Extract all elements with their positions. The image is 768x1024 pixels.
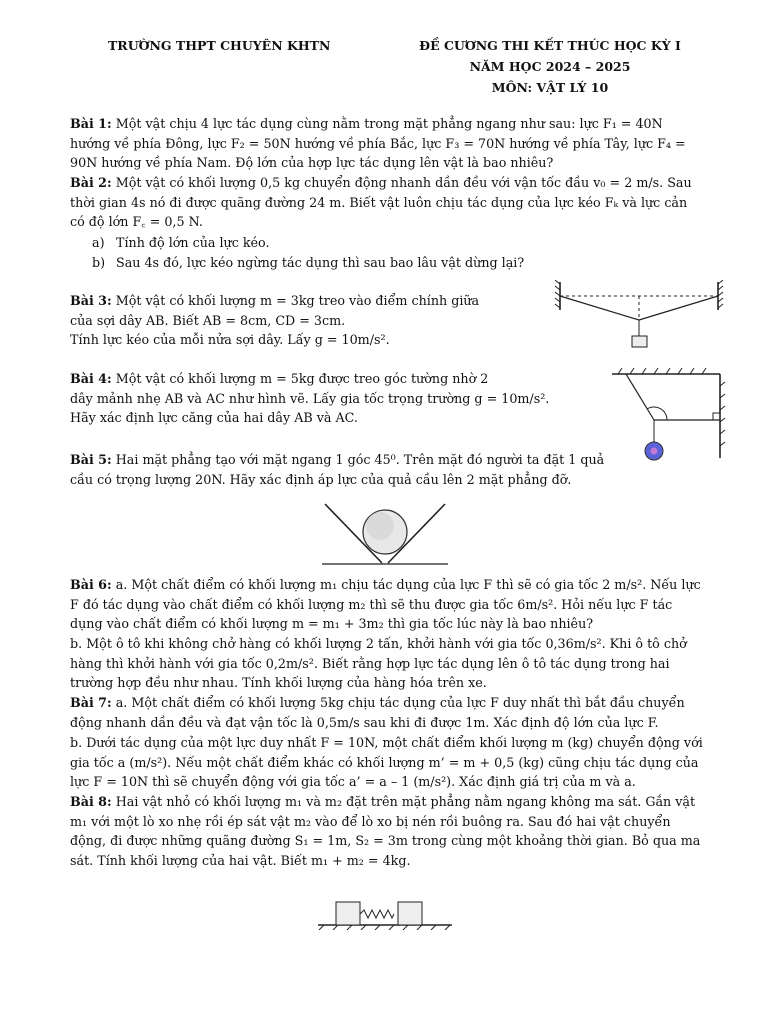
school-name: TRƯỜNG THPT CHUYÊN KHTN [108, 38, 331, 53]
problem-1-label: Bài 1: [70, 116, 112, 131]
problem-5-text-1: Hai mặt phẳng tạo với mặt ngang 1 góc 45⁰. Trên mặt đó người ta đặt 1 quả [111, 452, 605, 467]
problem-3-line-2: của sợi dây AB. Biết AB = 8cm, CD = 3cm. [70, 312, 346, 328]
problem-5-label: Bài 5: [70, 452, 112, 467]
problem-2-item-b [92, 253, 524, 273]
problem-5-line-2: cầu có trọng lượng 20N. Hãy xác định áp lực của quả cầu lên 2 mặt phẳng đỡ. [70, 471, 572, 487]
problem-2-text: Một vật có khối lượng 0,5 kg chuyển động nhanh dần đều với vận tốc đầu v₀ = 2 m/s. Sau thời gian 4s nó đi được quãng đường 24 m. Biết vật luôn chịu tác dụng của lực kéo Fₖ và lực cản có độ lớn F꜀ = 0,5 N. [70, 175, 692, 230]
problem-7-part-b [70, 733, 704, 792]
problem-3-line-3: Tính lực kéo của mỗi nửa sợi dây. Lấy g = 10m/s². [70, 332, 390, 348]
problem-1-text: Một vật chịu 4 lực tác dụng cùng nằm trong mặt phẳng ngang như sau: lực F₁ = 40N hướng về phía Đông, lực F₂ = 50N hướng về phía Bắc, lực F₃ = 70N hướng về phía Tây, lực F₄ = 90N hướng về phía Nam. Độ lớn của hợp lực tác dụng lên vật là bao nhiêu? [70, 116, 686, 171]
problem-4-line-2: dây mảnh nhẹ AB và AC như hình vẽ. Lấy gia tốc trọng trường g = 10m/s². [70, 390, 550, 406]
problem-2-label: Bài 2: [70, 175, 112, 190]
problem-7-text-a: a. Một chất điểm có khối lượng 5kg chịu tác dụng của lực F duy nhất thì bắt đầu chuyển động nhanh dần đều và đạt vận tốc là 0,5m/s sau khi đi được 1m. Xác định độ lớn của lực F. [70, 695, 685, 730]
problem-7-label: Bài 7: [70, 695, 112, 710]
problem-5-line-1 [70, 450, 610, 470]
problem-7-text-b: b. Dưới tác dụng của một lực duy nhất F = 10N, một chất điểm khối lượng m (kg) chuyển động với gia tốc a (m/s²). Nếu một chất điểm khác có khối lượng m’ = m + 0,5 (kg) cũng chịu tác dụng của lực F = 10N thì sẽ chuyển động với gia tốc a’ = a – 1 (m/s²). Xác định giá trị của m và a. [70, 735, 703, 790]
problem-3 [70, 291, 530, 350]
problem-5 [70, 450, 610, 489]
problem-4-line-1 [70, 369, 590, 389]
ball-in-v-groove-diagram [320, 500, 450, 570]
problem-2-item-a [92, 233, 269, 253]
problem-3-line-1 [70, 291, 530, 311]
problem-8-label: Bài 8: [70, 794, 112, 809]
hanging-mass-rope-diagram [552, 280, 726, 350]
problem-1 [70, 114, 704, 173]
problem-3-label: Bài 3: [70, 293, 112, 308]
corner-hanging-ball-diagram [610, 366, 726, 466]
problem-4 [70, 369, 590, 428]
problem-6-text-a: a. Một chất điểm có khối lượng m₁ chịu tác dụng của lực F thì sẽ có gia tốc 2 m/s². Nếu lực F đó tác dụng vào chất điểm có khối lượng m₂ thì sẽ thu được gia tốc 6m/s². Hỏi nếu lực F tác dụng vào chất điểm có khối lượng m = m₁ + 3m₂ thì gia tốc lúc này là bao nhiêu? [70, 577, 701, 632]
list-item-text: Tính độ lớn của lực kéo. [116, 235, 270, 250]
problem-4-line-3: Hãy xác định lực căng của hai dây AB và AC. [70, 410, 358, 426]
problem-8 [70, 792, 704, 870]
two-blocks-spring-diagram [316, 882, 456, 930]
problem-6-part-a [70, 575, 704, 634]
document-title: ĐỀ CƯƠNG THI KẾT THÚC HỌC KỲ I [419, 38, 681, 53]
problem-4-label: Bài 4: [70, 371, 112, 386]
problem-6-part-b [70, 634, 704, 693]
problem-3-text-1: Một vật có khối lượng m = 3kg treo vào điểm chính giữa [111, 293, 480, 308]
problem-7-part-a [70, 693, 704, 732]
list-marker: a) [92, 235, 105, 250]
problem-4-text-1: Một vật có khối lượng m = 5kg được treo góc tường nhờ 2 [111, 371, 489, 386]
list-item-text: Sau 4s đó, lực kéo ngừng tác dụng thì sau bao lâu vật dừng lại? [116, 255, 525, 270]
problem-8-text: Hai vật nhỏ có khối lượng m₁ và m₂ đặt trên mặt phẳng nằm ngang không ma sát. Gắn vật m₁ với một lò xo nhẹ rồi ép sát vật m₂ vào để lò xo bị nén rồi buông ra. Sau đó hai vật chuyển động, đi được những quãng đường S₁ = 1m, S₂ = 3m trong cùng một khoảng thời gian. Bỏ qua ma sát. Tính khối lượng của hai vật. Biết m₁ + m₂ = 4kg. [70, 794, 701, 868]
subject-title: MÔN: VẬT LÝ 10 [491, 80, 609, 95]
problem-6-label: Bài 6: [70, 577, 112, 592]
problem-6-text-b: b. Một ô tô khi không chở hàng có khối lượng 2 tấn, khởi hành với gia tốc 0,36m/s². Khi ô tô chở hàng thì khởi hành với gia tốc 0,2m/s². Biết rằng hợp lực tác dụng lên ô tô tác dụng trong hai trường hợp đều như nhau. Tính khối lượng của hàng hóa trên xe. [70, 636, 687, 691]
list-marker: b) [92, 255, 106, 270]
school-year: NĂM HỌC 2024 – 2025 [469, 59, 631, 74]
problem-2 [70, 173, 704, 232]
